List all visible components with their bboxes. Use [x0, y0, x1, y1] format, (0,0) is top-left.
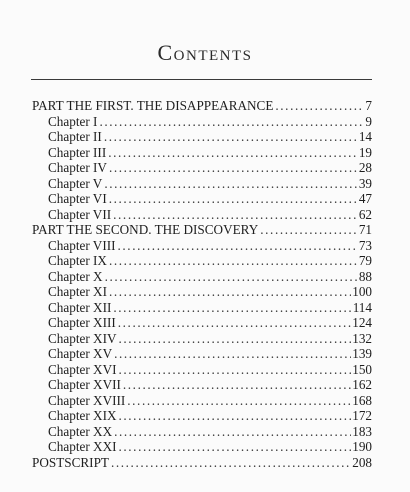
toc-chapter-entry	[32, 114, 372, 130]
toc-chapter-entry	[32, 191, 372, 207]
dot-leader	[118, 362, 351, 378]
table-of-contents	[32, 98, 372, 470]
toc-entry-page-number: 124	[352, 315, 372, 330]
toc-entry-page-number: 190	[352, 439, 372, 454]
dot-leader	[127, 393, 351, 409]
toc-entry-page-number: 71	[358, 222, 372, 237]
dot-leader	[113, 207, 358, 223]
toc-chapter-entry	[32, 362, 372, 378]
toc-entry-label: Chapter XVI	[48, 361, 117, 377]
toc-entry-label: Chapter I	[48, 113, 98, 129]
toc-entry-page-number: 19	[358, 144, 372, 160]
toc-entry-page-number: 172	[352, 408, 372, 423]
toc-entry-label: Chapter XVIII	[48, 392, 126, 408]
toc-chapter-entry	[32, 207, 372, 223]
toc-entry-page-number: 162	[352, 377, 372, 392]
toc-entry-label: Chapter III	[48, 144, 107, 160]
toc-chapter-entry	[32, 331, 372, 347]
dot-leader	[99, 114, 364, 130]
toc-entry-page-number: 7	[365, 98, 372, 113]
toc-entry-label: PART THE FIRST. THE DISAPPEARANCE	[32, 98, 274, 113]
dot-leader	[118, 315, 351, 331]
dot-leader	[109, 191, 358, 207]
toc-entry-page-number: 183	[352, 423, 372, 439]
dot-leader	[108, 145, 358, 161]
dot-leader	[104, 129, 358, 145]
dot-leader	[109, 284, 351, 300]
dot-leader	[118, 439, 351, 455]
toc-entry-label: Chapter X	[48, 268, 103, 284]
toc-entry-label: Chapter V	[48, 175, 103, 191]
toc-chapter-entry	[32, 315, 372, 331]
dot-leader	[114, 424, 351, 440]
toc-entry-label: Chapter XIX	[48, 408, 117, 423]
dot-leader	[118, 238, 358, 254]
toc-entry-label: Chapter IX	[48, 253, 107, 268]
toc-chapter-entry	[32, 284, 372, 300]
toc-chapter-entry	[32, 377, 372, 393]
toc-entry-page-number: 9	[365, 113, 372, 129]
toc-entry-label: Chapter XXI	[48, 439, 117, 454]
toc-entry-page-number: 168	[352, 392, 372, 408]
toc-chapter-entry	[32, 439, 372, 455]
toc-entry-page-number: 88	[358, 268, 372, 284]
dot-leader	[260, 222, 358, 238]
toc-entry-label: PART THE SECOND. THE DISCOVERY	[32, 222, 259, 237]
toc-chapter-entry	[32, 145, 372, 161]
toc-chapter-entry	[32, 393, 372, 409]
dot-leader	[118, 408, 351, 424]
toc-chapter-entry	[32, 129, 372, 145]
dot-leader	[104, 176, 357, 192]
toc-entry-page-number: 100	[352, 284, 372, 299]
dot-leader	[123, 377, 351, 393]
toc-entry-page-number: 132	[352, 330, 372, 346]
toc-entry-label: Chapter XIII	[48, 315, 116, 330]
dot-leader	[118, 331, 351, 347]
toc-part-entry	[32, 98, 372, 114]
toc-chapter-entry	[32, 300, 372, 316]
toc-entry-page-number: 62	[358, 206, 372, 222]
title-rule	[31, 79, 372, 80]
toc-chapter-entry	[32, 269, 372, 285]
toc-entry-label: Chapter VIII	[48, 237, 116, 253]
toc-entry-page-number: 73	[358, 237, 372, 253]
dot-leader	[275, 98, 364, 114]
toc-entry-label: Chapter IV	[48, 160, 107, 175]
toc-entry-label: Chapter VII	[48, 206, 112, 222]
toc-chapter-entry	[32, 160, 372, 176]
dot-leader	[109, 160, 358, 176]
toc-entry-page-number: 208	[352, 454, 372, 470]
toc-entry-label: Chapter II	[48, 129, 102, 144]
toc-entry-label: Chapter XIV	[48, 330, 117, 346]
toc-entry-page-number: 150	[352, 361, 372, 377]
toc-chapter-entry	[32, 424, 372, 440]
toc-chapter-entry	[32, 238, 372, 254]
toc-entry-label: Chapter XX	[48, 423, 113, 439]
toc-entry-label: POSTSCRIPT	[32, 454, 109, 470]
toc-chapter-entry	[32, 408, 372, 424]
toc-chapter-entry	[32, 176, 372, 192]
dot-leader	[113, 300, 351, 316]
toc-entry-page-number: 139	[352, 346, 372, 361]
toc-part-entry	[32, 455, 372, 471]
toc-entry-label: Chapter XI	[48, 284, 107, 299]
toc-entry-label: Chapter XVII	[48, 377, 121, 392]
toc-part-entry	[32, 222, 372, 238]
toc-chapter-entry	[32, 346, 372, 362]
page-title: Contents	[157, 40, 253, 65]
dot-leader	[109, 253, 358, 269]
dot-leader	[111, 455, 351, 471]
toc-entry-page-number: 79	[358, 253, 372, 268]
toc-entry-label: Chapter XII	[48, 299, 112, 315]
toc-entry-label: Chapter VI	[48, 191, 107, 206]
toc-entry-page-number: 39	[358, 175, 372, 191]
toc-chapter-entry	[32, 253, 372, 269]
toc-entry-label: Chapter XV	[48, 346, 113, 361]
toc-entry-page-number: 14	[358, 129, 372, 144]
dot-leader	[114, 346, 351, 362]
toc-entry-page-number: 47	[358, 191, 372, 206]
toc-entry-page-number: 114	[352, 299, 372, 315]
toc-entry-page-number: 28	[358, 160, 372, 175]
dot-leader	[105, 269, 358, 285]
